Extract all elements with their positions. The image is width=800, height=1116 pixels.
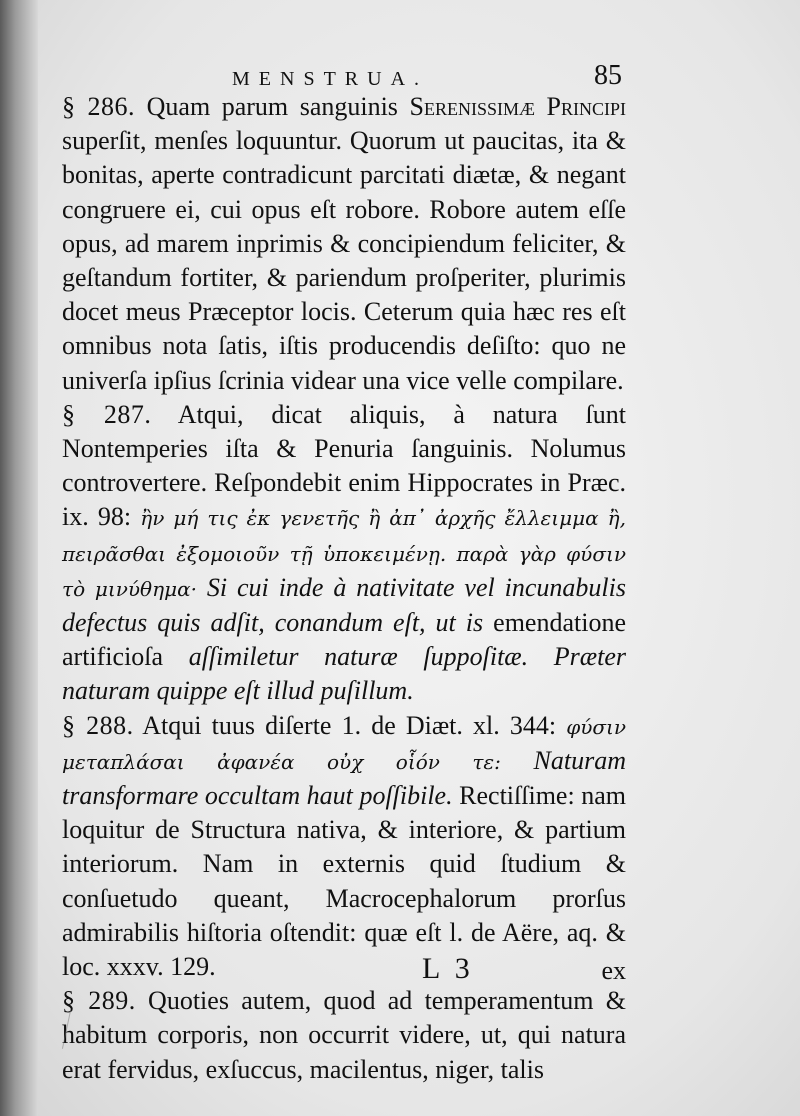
paragraph	[62, 984, 626, 1087]
text-segment: Rectiſſime: nam loquitur de Structura nativa, & interiore, & partium interiorum. Nam in externis quid ſtudium & conſuetudo queant, Macrocephalorum prorſus admirabilis hiſtoria oſtendit: quæ eſt l. de Aëre, aq. & loc. xxxv. 129.	[62, 781, 626, 982]
italic-translation: aſſimiletur naturæ ſuppoſitæ. Præter naturam quippe eſt illud puſillum.	[62, 642, 626, 706]
paragraph	[62, 398, 626, 709]
text-segment: superſit, menſes loquuntur. Quorum ut paucitas, ita & bonitas, aperte contradicunt parcitati diætæ, & negant congruere ei, cui opus eſt robore. Robore autem eſſe opus, ad marem inprimis & concipiendum feliciter, & geſtandum fortiter, & pariendum proſperiter, plurimis docet meus Præceptor locis. Ceterum quia hæc res eſt omnibus nota ſatis, iſtis producendis deſiſto: quo ne univerſa ipſius ſcrinia videar una vice velle compilare.	[62, 126, 626, 395]
greek-quotation: ἢν μή τις ἐκ γενετῆς ἢ ἀπ᾽ ἀρχῆς ἔλλειμμα ἢ, πειρᾶσθαι ἐξομοιοῦν τῇ ὑποκειμένῃ. παρὰ γὰρ φύσιν τὸ μινύθημα·	[62, 506, 626, 601]
section-number: § 286.	[62, 92, 136, 121]
text-segment: Atqui tuus diſerte 1. de Diæt. xl. 344:	[133, 710, 567, 740]
section-number: § 289.	[62, 986, 136, 1016]
italic-translation: Si cui inde à nativitate vel incunabulis defectus quis adſit, conandum eſt, ut is	[62, 572, 626, 638]
paragraph	[62, 90, 626, 398]
running-title: MENSTRUA.	[232, 68, 429, 90]
catchword: ex	[601, 956, 626, 985]
section-number: § 287.	[62, 399, 152, 429]
text-segment: Quam parum sanguinis	[135, 92, 410, 121]
text-segment-smallcaps: Serenissimæ Principi	[409, 92, 626, 121]
signature-mark: L 3	[422, 952, 474, 985]
text-segment: emendatione artificioſa	[62, 608, 626, 672]
text-segment: Atqui, dicat aliquis, à natura ſunt Nontemperies iſta & Penuria ſanguinis. Nolumus controvertere. Reſpondebit enim Hippocrates in Præc. ix. 98:	[62, 399, 626, 532]
paragraph	[62, 709, 626, 985]
italic-translation: Naturam transformare occultam haut poſſibile.	[62, 745, 626, 811]
body-text	[62, 90, 626, 1087]
text-segment: Quoties autem, quod ad temperamentum & habitum corporis, non occurrit videre, ut, qui natura erat fervidus, exſuccus, macilentus, niger, talis	[62, 986, 627, 1084]
book-spine-shadow	[0, 0, 38, 1116]
greek-quotation: φύσιν μεταπλάσαι ἀφανέα οὐχ οἷόν τε:	[62, 714, 627, 774]
page-footer	[60, 952, 630, 992]
page-number: 85	[594, 60, 622, 91]
section-number: § 288.	[62, 710, 134, 740]
